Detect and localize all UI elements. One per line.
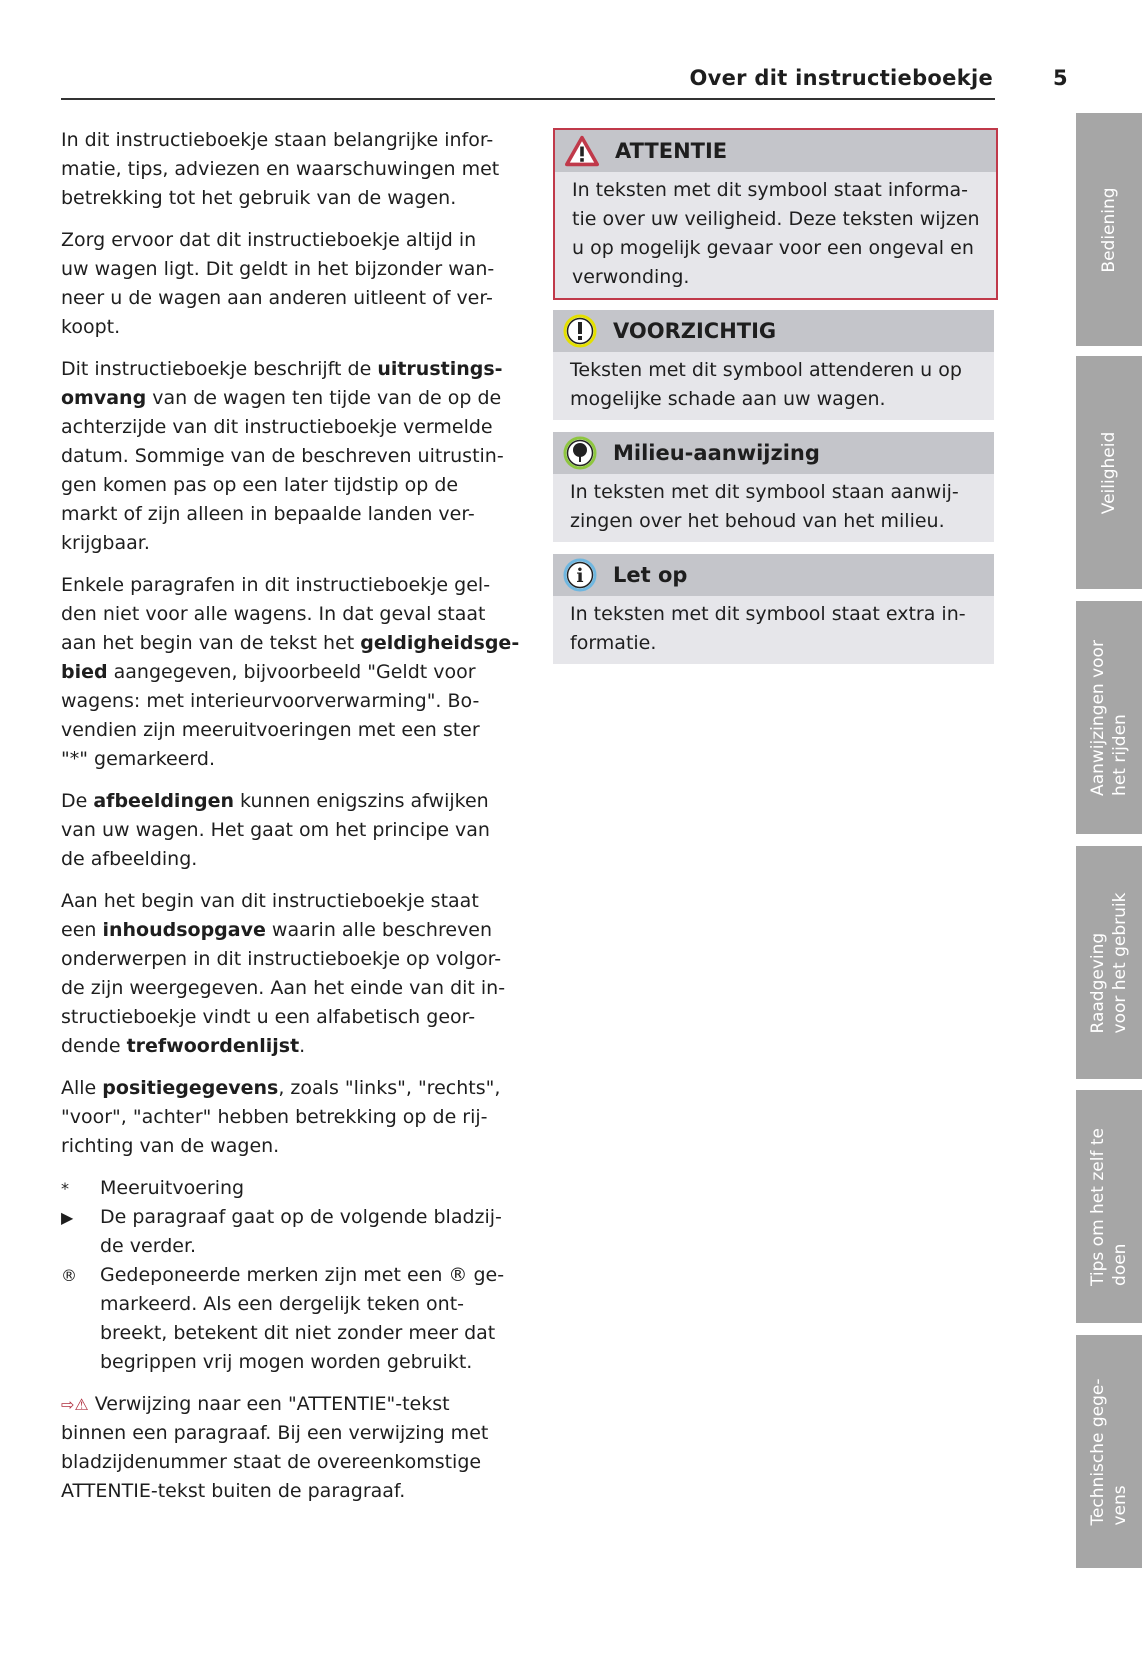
notice-box-body <box>555 172 996 298</box>
text-segment: waarin alle beschreven <box>265 919 493 941</box>
text-segment: In dit instructieboekje staan belangrijke infor- <box>61 129 494 151</box>
tab-label-line: voor het gebruik <box>1110 892 1130 1033</box>
notice-box-header <box>555 130 996 172</box>
svg-text:i: i <box>576 565 584 587</box>
text-segment: vendien zijn meeruitvoeringen met een ster <box>61 719 480 741</box>
reference-symbol-icon: ⇨⚠ <box>61 1395 89 1414</box>
text-line <box>61 600 511 629</box>
bold-term: afbeeldingen <box>93 790 234 812</box>
text-segment: Aan het begin van dit instructieboekje staat <box>61 890 479 912</box>
text-line: tie over uw veiligheid. Deze teksten wijzen <box>572 208 980 230</box>
text-line <box>61 313 511 342</box>
text-line <box>61 1103 511 1132</box>
text-line: bladzijdenummer staat de overeenkomstige <box>61 1451 482 1473</box>
text-line <box>61 787 511 816</box>
paragraph <box>61 226 511 342</box>
bold-term: positiegegevens <box>102 1077 279 1099</box>
caution-exclamation-icon <box>563 314 597 348</box>
text-line <box>61 1003 511 1032</box>
text-line <box>61 471 511 500</box>
text-line <box>61 529 511 558</box>
section-title: Over dit instructieboekje <box>689 66 993 90</box>
text-line <box>61 629 520 658</box>
notice-box-attentie <box>553 128 998 300</box>
text-segment: neer u de wagen aan anderen uitleent of ver- <box>61 287 493 309</box>
chapter-tab-veiligheid[interactable] <box>1076 356 1142 589</box>
legend-marker: * <box>61 1179 69 1198</box>
legend-text: Meeruitvoering <box>100 1177 245 1199</box>
text-line: verwonding. <box>572 266 690 288</box>
text-segment: Enkele paragrafen in dit instructieboekje gel- <box>61 574 491 596</box>
notice-box-body <box>553 596 994 664</box>
text-segment: "*" gemarkeerd. <box>61 748 216 770</box>
tab-label-line: vens <box>1110 1484 1130 1526</box>
notice-box-title: Milieu-aanwijzing <box>613 441 820 465</box>
text-line <box>61 184 511 213</box>
text-segment: matie, tips, adviezen en waarschuwingen met <box>61 158 500 180</box>
text-line: mogelijke schade aan uw wagen. <box>570 388 886 410</box>
tab-label-line: Aanwijzingen voor <box>1088 639 1108 796</box>
tab-label-line: Veiligheid <box>1099 431 1119 514</box>
chapter-tab-aanwijzingen-voor-het-rijden[interactable] <box>1076 601 1142 834</box>
notice-box-milieu-aanwijzing <box>553 432 994 542</box>
notice-box-header <box>553 554 994 596</box>
legend-marker: ® <box>61 1266 77 1285</box>
text-line <box>61 745 511 774</box>
text-segment: onderwerpen in dit instructieboekje op volgor- <box>61 948 502 970</box>
bold-term: inhoudsopgave <box>102 919 266 941</box>
chapter-tab-label <box>1087 892 1131 1033</box>
notice-box-title: Let op <box>613 563 688 587</box>
notice-box-header <box>553 432 994 474</box>
text-line: ⇨⚠ Verwijzing naar een "ATTENTIE"-tekst <box>61 1393 450 1415</box>
text-segment: de zijn weergegeven. Aan het einde van dit in- <box>61 977 506 999</box>
text-segment: uw wagen ligt. Dit geldt in het bijzonder wan- <box>61 258 495 280</box>
notice-box-voorzichtig <box>553 310 994 420</box>
text-line <box>61 816 511 845</box>
text-segment: krijgbaar. <box>61 532 150 554</box>
warning-triangle-icon <box>565 134 599 168</box>
paragraph <box>61 1074 511 1161</box>
text-segment: achterzijde van dit instructieboekje vermelde <box>61 416 493 438</box>
tab-label-line: Tips om het zelf te <box>1088 1127 1108 1286</box>
chapter-tab-label <box>1087 1128 1131 1286</box>
legend-text: breekt, betekent dit niet zonder meer dat <box>100 1322 496 1344</box>
text-line <box>61 413 511 442</box>
text-segment: richting van de wagen. <box>61 1135 280 1157</box>
text-line: ATTENTIE-tekst buiten de paragraaf. <box>61 1480 406 1502</box>
text-segment: De <box>61 790 94 812</box>
text-line: formatie. <box>570 632 657 654</box>
environment-tree-icon <box>563 436 597 470</box>
bold-term: geldigheidsge- <box>360 632 520 654</box>
text-line: In teksten met dit symbool staat informa- <box>572 179 968 201</box>
chapter-tab-raadgeving-voor-het-gebruik[interactable] <box>1076 846 1142 1079</box>
chapter-tab-label <box>1087 1378 1131 1525</box>
text-segment: Dit instructieboekje beschrijft de <box>61 358 378 380</box>
page-number: 5 <box>1053 66 1068 90</box>
notice-box-body <box>553 352 994 420</box>
text-line <box>61 355 511 384</box>
text-segment: een <box>61 919 103 941</box>
text-line: u op mogelijk gevaar voor een ongeval en <box>572 237 974 259</box>
legend-item <box>61 1261 511 1377</box>
text-segment: dende <box>61 1035 127 1057</box>
text-segment: "voor", "achter" hebben betrekking op de rij- <box>61 1106 488 1128</box>
paragraph <box>61 355 511 558</box>
tab-label-line: Bediening <box>1099 186 1119 273</box>
text-line <box>61 845 511 874</box>
text-line: Teksten met dit symbool attenderen u op <box>570 359 962 381</box>
text-segment: wagens: met interieurvoorverwarming". Bo- <box>61 690 480 712</box>
bold-term: uitrustings- <box>377 358 503 380</box>
text-segment: Zorg ervoor dat dit instructieboekje altijd in <box>61 229 477 251</box>
chapter-tab-tips-om-het-zelf-te-doen[interactable] <box>1076 1090 1142 1323</box>
text-segment: markt of zijn alleen in bepaalde landen ver- <box>61 503 475 525</box>
tab-label-line: Technische gege- <box>1088 1377 1108 1526</box>
text-segment: betrekking tot het gebruik van de wagen. <box>61 187 457 209</box>
text-segment: datum. Sommige van de beschreven uitrustin- <box>61 445 504 467</box>
paragraph <box>61 787 511 874</box>
notice-box-title: VOORZICHTIG <box>613 319 777 343</box>
left-column <box>61 126 520 1519</box>
header-divider <box>61 98 995 100</box>
text-line <box>61 716 511 745</box>
text-line <box>61 887 511 916</box>
text-line <box>61 126 511 155</box>
paragraph <box>61 571 520 774</box>
legend-text: begrippen vrij mogen worden gebruikt. <box>100 1351 473 1373</box>
text-segment: aangegeven, bijvoorbeeld "Geldt voor <box>107 661 476 683</box>
text-line <box>61 974 511 1003</box>
text-line: In teksten met dit symbool staat extra in- <box>570 603 966 625</box>
bold-term: omvang <box>61 387 147 409</box>
bold-term: trefwoordenlijst <box>126 1035 300 1057</box>
text-line <box>61 571 511 600</box>
text-line <box>61 384 511 413</box>
chapter-tab-label <box>1098 431 1120 513</box>
notice-box-header <box>553 310 994 352</box>
text-line: zingen over het behoud van het milieu. <box>570 510 945 532</box>
text-line <box>61 1074 511 1103</box>
text-line <box>61 916 511 945</box>
tab-label-line: het rijden <box>1110 713 1130 796</box>
text-segment: . <box>299 1035 306 1057</box>
legend-text: markeerd. Als een dergelijk teken ont- <box>100 1293 465 1315</box>
legend-marker: ▶ <box>61 1208 74 1227</box>
text-line <box>61 945 511 974</box>
text-segment: koopt. <box>61 316 121 338</box>
text-line <box>61 1032 511 1061</box>
text-line: binnen een paragraaf. Bij een verwijzing met <box>61 1422 489 1444</box>
chapter-tab-bediening[interactable] <box>1076 113 1142 346</box>
chapter-tab-label <box>1098 187 1120 272</box>
text-segment: , zoals "links", "rechts", <box>278 1077 501 1099</box>
reference-note <box>61 1390 511 1506</box>
notice-box-title: ATTENTIE <box>615 139 728 163</box>
tab-label-line: Raadgeving <box>1088 932 1108 1033</box>
text-segment: structieboekje vindt u een alfabetisch geor- <box>61 1006 476 1028</box>
text-segment: den niet voor alle wagens. In dat geval staat <box>61 603 486 625</box>
text-line <box>61 500 511 529</box>
paragraph <box>61 887 511 1061</box>
text-line <box>61 1132 511 1161</box>
text-line <box>61 687 511 716</box>
text-line <box>61 658 511 687</box>
notice-box-body <box>553 474 994 542</box>
text-segment: de afbeelding. <box>61 848 198 870</box>
paragraph <box>61 126 511 213</box>
text-segment: van uw wagen. Het gaat om het principe van <box>61 819 490 841</box>
legend-text: de verder. <box>100 1235 197 1257</box>
legend-item <box>61 1174 511 1203</box>
text-segment: gen komen pas op een later tijdstip op de <box>61 474 459 496</box>
text-segment: van de wagen ten tijde van de op de <box>146 387 502 409</box>
legend-item <box>61 1203 511 1261</box>
notice-box-let-op <box>553 554 994 664</box>
info-icon <box>563 558 597 592</box>
text-line <box>61 442 511 471</box>
text-line <box>61 255 511 284</box>
text-line <box>61 155 511 184</box>
bold-term: bied <box>61 661 108 683</box>
text-segment: aan het begin van de tekst het <box>61 632 361 654</box>
text-line <box>61 226 511 255</box>
legend-text: De paragraaf gaat op de volgende bladzij- <box>100 1206 502 1228</box>
text-line: In teksten met dit symbool staan aanwij- <box>570 481 959 503</box>
text-segment: kunnen enigszins afwijken <box>234 790 489 812</box>
chapter-tab-technische-gege-vens[interactable] <box>1076 1335 1142 1568</box>
tab-label-line: doen <box>1110 1243 1130 1286</box>
text-segment: Alle <box>61 1077 103 1099</box>
chapter-tab-label <box>1087 640 1131 796</box>
legend-text: Gedeponeerde merken zijn met een ® ge- <box>100 1264 505 1286</box>
text-line <box>61 284 511 313</box>
